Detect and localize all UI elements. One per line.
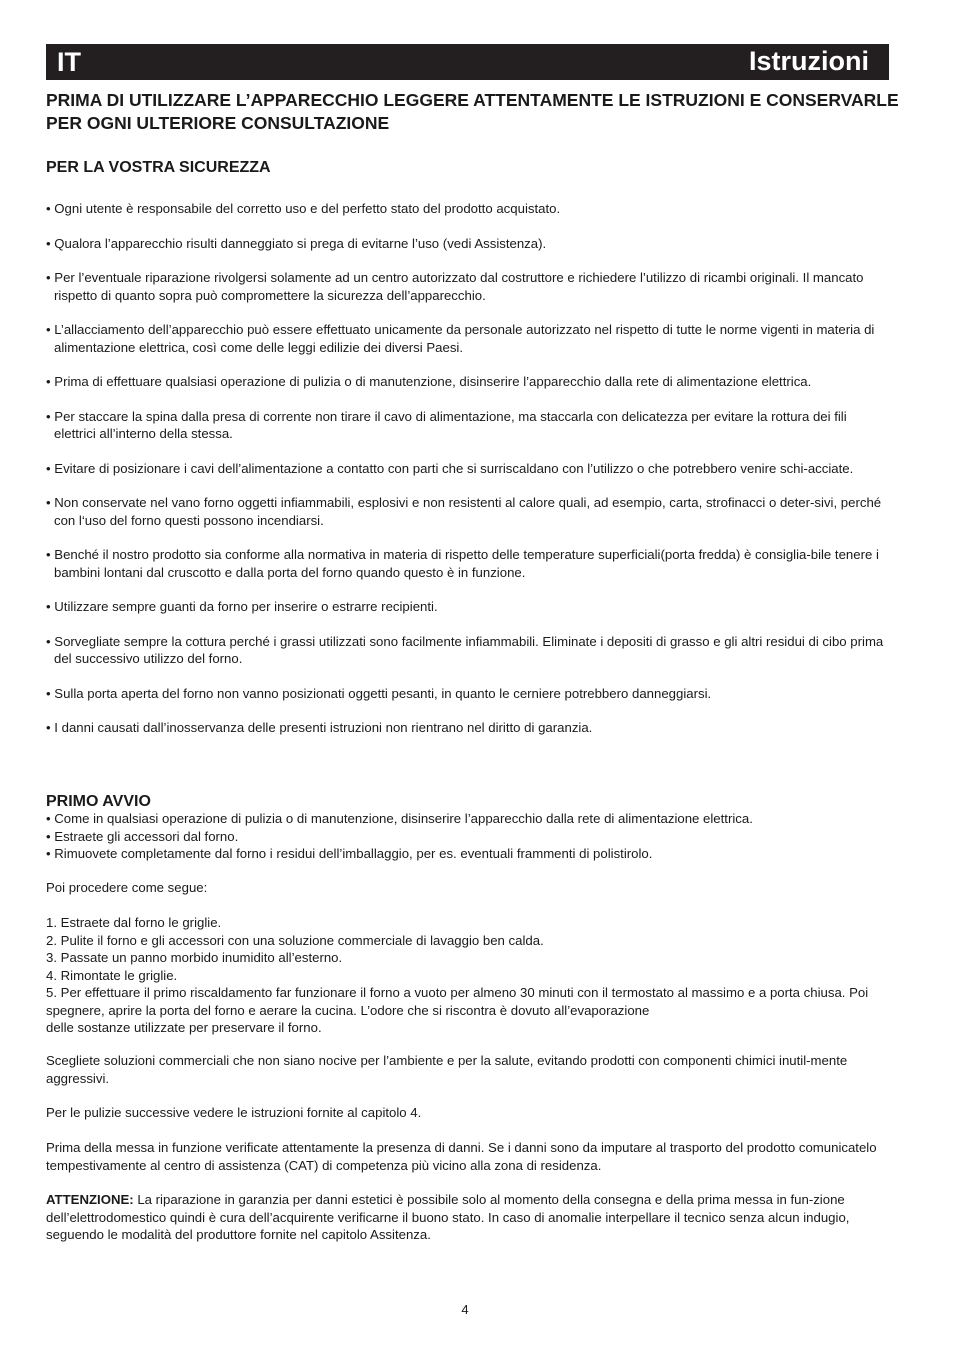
safety-heading: PER LA VOSTRA SICUREZZA: [46, 159, 271, 176]
warning-paragraph: [46, 1191, 892, 1244]
language-code: IT: [57, 47, 81, 77]
list-item: • Evitare di posizionare i cavi dell’alimentazione a contatto con parti che si surriscaldano con l’utilizzo o che potrebbero venire schi-acciate.: [46, 460, 854, 476]
warning-text: La riparazione in garanzia per danni estetici è possibile solo al momento della consegna e della prima messa in fun-zione dell’elettrodomestico quindi è cura dell’acquirente verificarne il buono stato. In caso di anomalie interpellare il tecnico senza alcun indugio, seguendo le modalità del produttore fornite nel capitolo Assitenza.: [46, 1192, 850, 1242]
proceed-text: Poi procedere come segue:: [46, 880, 208, 895]
list-item: 1. Estraete dal forno le griglie.: [46, 915, 222, 930]
list-item: • Sorvegliate sempre la cottura perché i grassi utilizzati sono facilmente infiammabili. Eliminate i depositi di grasso e gli altri residui di cibo prima del successivo utilizzo del forno.: [46, 633, 884, 666]
list-item: • Sulla porta aperta del forno non vanno posizionati oggetti pesanti, in quanto le cerniere potrebbero danneggiarsi.: [46, 685, 712, 701]
intro-warning: PRIMA DI UTILIZZARE L’APPARECCHIO LEGGERE ATTENTAMENTE LE ISTRUZIONI E CONSERVARLE PER OGNI ULTERIORE CONSULTAZIONE: [46, 90, 899, 133]
list-item: • Prima di effettuare qualsiasi operazione di pulizia o di manutenzione, disinserire l’apparecchio dalla rete di alimentazione elettrica.: [46, 374, 812, 389]
list-item: 2. Pulite il forno e gli accessori con una soluzione commerciale di lavaggio ben calda.: [46, 932, 544, 948]
steps-list: [46, 914, 892, 1037]
list-item: • Ogni utente è responsabile del corretto uso e del perfetto stato del prodotto acquistato.: [46, 201, 561, 216]
list-item: • Benché il nostro prodotto sia conforme alla normativa in materia di rispetto delle temperature superficiali(porta fredda) è consiglia-bile tenere i bambini lontani dal cruscotto e dalla porta del forno quando questo è in funzione.: [46, 547, 879, 580]
list-item: • L’allacciamento dell’apparecchio può essere effettuato unicamente da personale autorizzato nel rispetto di tutte le norme vigenti in materia di alimentazione elettrica, così come delle leggi edilizie dei diversi Paesi.: [46, 322, 875, 355]
list-item: 5. Per effettuare il primo riscaldamento far funzionare il forno a vuoto per almeno 30 minuti con il termostato al massimo e a porta chiusa. Poi spegnere, aprire la porta del forno e aerare la cucina. L’odore che si riscontra è dovuto all’evaporazione: [46, 985, 869, 1018]
list-item: 4. Rimontate le griglie.: [46, 967, 178, 983]
first-start-bullets: [46, 810, 892, 863]
list-item: • Per staccare la spina dalla presa di corrente non tirare il cavo di alimentazione, ma staccarla con delicatezza per evitare la rottura dei fili elettrici all’interno della stessa.: [46, 408, 847, 441]
list-item: • Estraete gli accessori dal forno.: [46, 828, 239, 844]
list-item: • Per l’eventuale riparazione rivolgersi solamente ad un centro autorizzato dal costruttore e richiedere l’utilizzo di ricambi originali. Il mancato rispetto di quanto sopra può compromettere la sicurezza dell’apparecchio.: [46, 270, 864, 303]
warning-label: ATTENZIONE:: [46, 1192, 134, 1207]
list-item: • Non conservate nel vano forno oggetti infiammabili, esplosivi e non resistenti al calore quali, ad esempio, carta, strofinacci o deter-sivi, perché con l‘uso del forno questi possono incendiarsi.: [46, 495, 882, 528]
list-item: • Qualora l’apparecchio risulti danneggiato si prega di evitarne l’uso (vedi Assistenza).: [46, 235, 547, 251]
list-item: • Rimuovete completamente dal forno i residui dell’imballaggio, per es. eventuali frammenti di polistirolo.: [46, 846, 653, 861]
cleaning-paragraph: Per le pulizie successive vedere le istruzioni fornite al capitolo 4.: [46, 1105, 422, 1120]
header-bar: [46, 44, 889, 80]
list-item: • Come in qualsiasi operazione di pulizia o di manutenzione, disinserire l’apparecchio dalla rete di alimentazione elettrica.: [46, 811, 753, 826]
damage-paragraph: Prima della messa in funzione verificate attentamente la presenza di danni. Se i danni sono da imputare al trasporto del prodotto comunicatelo tempestivamente al centro di assistenza (CAT) di competenza più vicino alla zona di residenza.: [46, 1140, 877, 1173]
list-item: 3. Passate un panno morbido inumidito all’esterno.: [46, 950, 343, 965]
first-start-heading: PRIMO AVVIO: [46, 793, 151, 810]
solutions-paragraph: Scegliete soluzioni commerciali che non siano nocive per l’ambiente e per la salute, evitando prodotti con componenti chimici inutil-mente aggressivi.: [46, 1053, 848, 1086]
page-title: Istruzioni: [749, 46, 869, 76]
safety-list: [46, 200, 892, 754]
list-item: • I danni causati dall’inosservanza delle presenti istruzioni non rientrano nel diritto di garanzia.: [46, 720, 593, 735]
list-item: delle sostanze utilizzate per preservare il forno.: [46, 1020, 322, 1035]
page-number: 4: [461, 1302, 469, 1317]
list-item: • Utilizzare sempre guanti da forno per inserire o estrarre recipienti.: [46, 599, 438, 614]
